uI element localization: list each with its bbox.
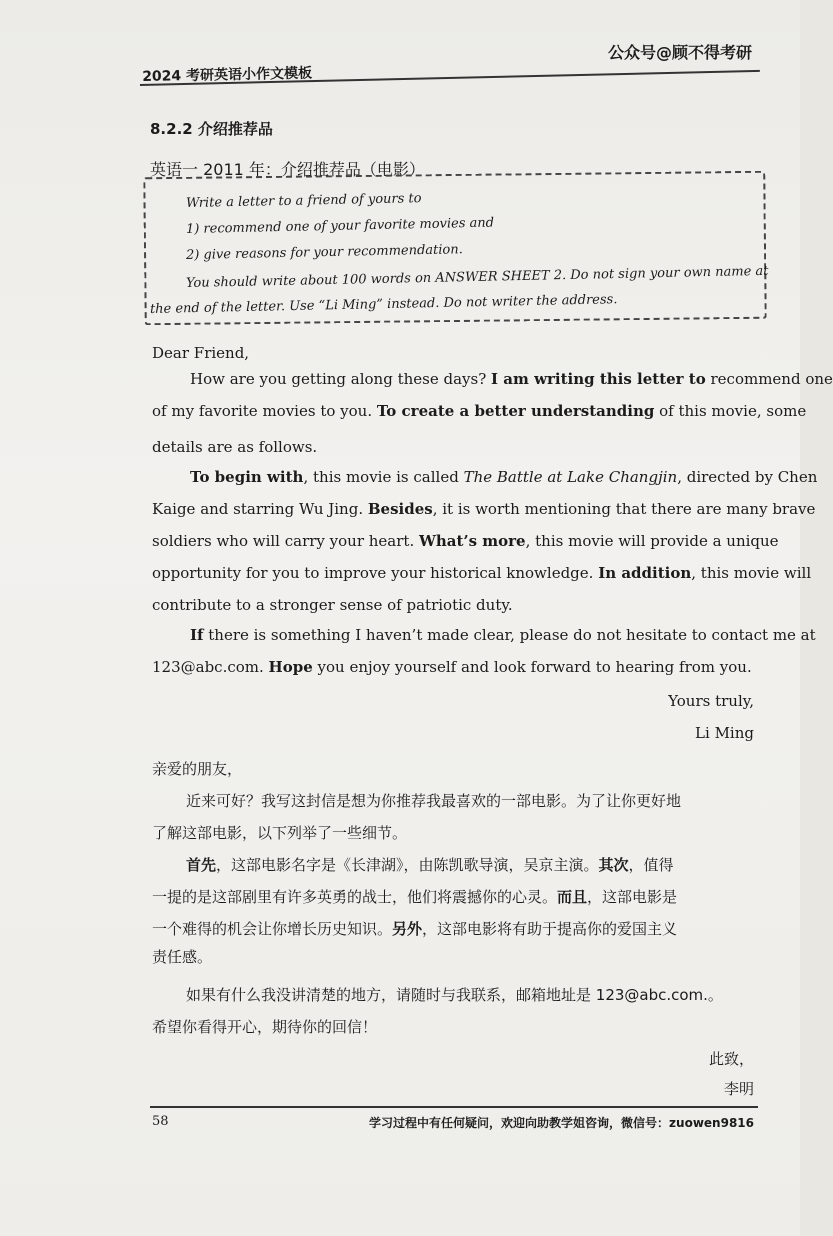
translation-line: 一个难得的机会让你增长历史知识。另外，这部电影将有助于提高你的爱国主义 — [152, 920, 678, 938]
letter-line: How are you getting along these days? I am writing this letter to recommend one — [190, 370, 833, 388]
translation-line: 首先，这部电影名字是《长津湖》，由陈凯歌导演，吴京主演。其次，值得 — [186, 856, 674, 874]
footer-note: 学习过程中有任何疑问，欢迎向助教学姐咨询，微信号：zuowen9816 — [369, 1116, 754, 1130]
prompt-line: 1) recommend one of your favorite movies and — [185, 215, 495, 237]
prompt-line: Write a letter to a friend of yours to — [185, 191, 422, 211]
footer-rule — [150, 1106, 758, 1108]
translation-closing: 此致， — [708, 1050, 754, 1068]
letter-line: opportunity for you to improve your historical knowledge. In addition, this movie will — [152, 564, 812, 582]
letter-line: 123@abc.com. Hope you enjoy yourself and look forward to hearing from you. — [152, 658, 752, 676]
letter-line: To begin with, this movie is called The Battle at Lake Changjin, directed by Chen — [190, 468, 818, 486]
running-header: 2024 考研英语小作文模板 — [142, 65, 313, 85]
page-number: 58 — [152, 1114, 169, 1129]
prompt-line: You should write about 100 words on ANSWER SHEET 2. Do not sign your own name at — [185, 263, 769, 291]
letter-line: soldiers who will carry your heart. What’s more, this movie will provide a unique — [152, 532, 779, 550]
letter-line: of my favorite movies to you. To create a better understanding of this movie, some — [152, 402, 807, 420]
translation-line: 希望你看得开心，期待你的回信！ — [152, 1018, 378, 1036]
translation-line: 如果有什么我没讲清楚的地方，请随时与我联系，邮箱地址是 123@abc.com.。 — [186, 986, 723, 1004]
translation-line: 责任感。 — [152, 948, 213, 966]
letter-line: Kaige and starring Wu Jing. Besides, it is worth mentioning that there are many brave — [152, 500, 816, 518]
header-watermark: 公众号@顾不得考研 — [607, 43, 752, 62]
letter-signature: Li Ming — [695, 724, 754, 742]
translation-line: 近来可好？我写这封信是想为你推荐我最喜欢的一部电影。为了让你更好地 — [186, 792, 682, 810]
prompt-line: 2) give reasons for your recommendation. — [185, 242, 463, 263]
letter-closing: Yours truly, — [668, 692, 754, 710]
letter-line: If there is something I haven’t made clear, please do not hesitate to contact me at — [190, 626, 816, 644]
prompt-title: 英语一 2011 年：介绍推荐品（电影） — [150, 160, 425, 179]
translation-line: 一提的是这部剧里有许多英勇的战士，他们将震撼你的心灵。而且，这部电影是 — [152, 888, 678, 906]
letter-greeting: Dear Friend, — [152, 344, 250, 362]
letter-line: contribute to a stronger sense of patriotic duty. — [152, 596, 513, 614]
translation-signature: 李明 — [723, 1080, 754, 1098]
translation-line: 了解这部电影，以下列举了一些细节。 — [152, 824, 408, 842]
letter-line: details are as follows. — [152, 438, 318, 456]
translation-greeting: 亲爱的朋友， — [152, 760, 243, 778]
section-title: 8.2.2 介绍推荐品 — [150, 120, 273, 138]
prompt-line: the end of the letter. Use “Li Ming” instead. Do not writer the address. — [149, 292, 618, 317]
